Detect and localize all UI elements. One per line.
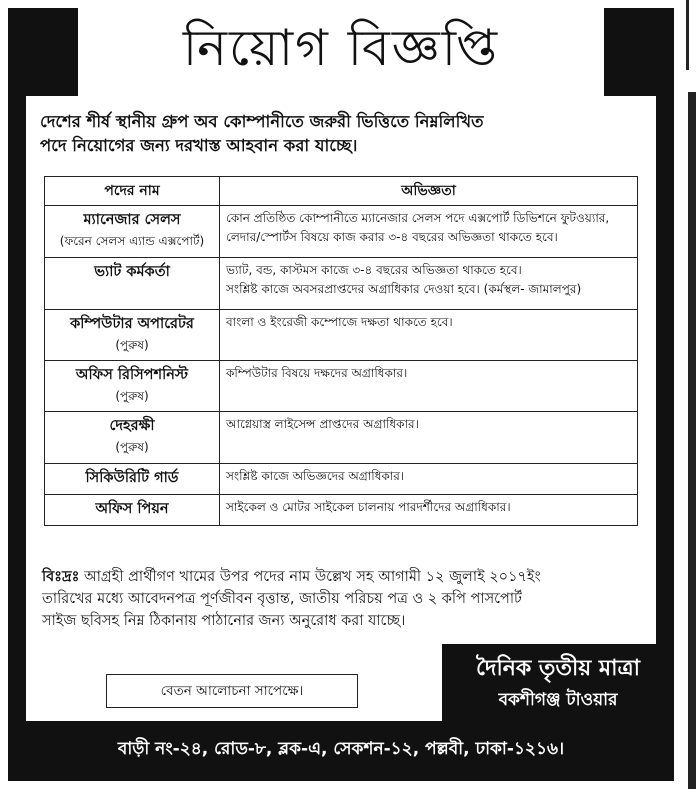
experience-line: কোন প্রতিষ্ঠিত কোম্পানীতে ম্যানেজার সেলস পদে এক্সপোর্ট ডিভিশনে ফুটওয়্যার, <box>226 211 610 225</box>
position-title: ম্যানেজার সেলস <box>83 212 181 228</box>
table-row <box>45 412 638 464</box>
experience-line: সাইকেল ও মোটর সাইকেল চালনায় পারদর্শীদের অগ্রাধিকার। <box>226 500 511 514</box>
table-row <box>45 361 638 412</box>
position-cell <box>45 412 220 464</box>
application-note <box>42 566 652 632</box>
position-title: কম্পিউটার অপারেটর <box>70 316 194 332</box>
experience-cell <box>220 495 638 526</box>
intro-line-1: দেশের শীর্ষ স্থানীয় গ্রুপ অব কোম্পানীতে জরুরী ভিত্তিতে নিম্নলিখিত <box>40 112 484 131</box>
experience-cell <box>220 361 638 412</box>
table-row <box>45 206 638 258</box>
position-title: ভ্যাট কর্মকর্তা <box>94 264 170 280</box>
note-line-2: তারিখের মধ্যে আবেদনপত্র পূর্ণজীবন বৃত্তান্ত, জাতীয় পরিচয় পত্র ও ২ কপি পাসপোর্ট <box>42 591 522 607</box>
position-title: সিকিউরিটি গার্ড <box>85 470 179 486</box>
position-subtitle: (ফরেন সেলস এ্যান্ড এক্সপোর্ট) <box>59 234 205 248</box>
organization-tower: বকশীগঞ্জ টাওয়ার <box>498 690 618 710</box>
experience-line: লেদার/স্পোর্টস বিষয়ে কাজ করার ৩-৪ বছরের অভিজ্ঞতা থাকতে হবে। <box>226 230 558 244</box>
position-title: দেহরক্ষী <box>109 418 155 434</box>
experience-cell <box>220 258 638 310</box>
salary-box: বেতন আলোচনা সাপেক্ষে। <box>106 674 358 708</box>
header-experience: অভিজ্ঞতা <box>220 177 638 206</box>
intro-text <box>40 110 640 158</box>
experience-line: সংশ্লিষ্ট কাজে অভিজ্ঞদের অগ্রাধিকার। <box>226 469 405 483</box>
experience-line: বাংলা ও ইংরেজী কম্পোজে দক্ষতা থাকতে হবে। <box>226 315 453 329</box>
experience-cell <box>220 206 638 258</box>
experience-cell <box>220 310 638 361</box>
intro-line-2: পদে নিয়োগের জন্য দরখাস্ত আহবান করা যাচ্ছে। <box>40 136 358 155</box>
header-position: পদের নাম <box>45 177 220 206</box>
position-subtitle: (পুরুষ) <box>115 338 149 352</box>
job-advertisement <box>8 8 674 781</box>
edge-bar <box>688 92 696 789</box>
position-cell <box>45 258 220 310</box>
ad-title: নিয়োগ বিজ্ঞপ্তি <box>182 18 500 77</box>
position-subtitle: (পুরুষ) <box>115 389 149 403</box>
position-title: অফিস রিসিপশনিস্ট <box>75 367 189 383</box>
position-title: অফিস পিয়ন <box>95 501 169 517</box>
experience-line: সংশ্লিষ্ট কাজে অবসরপ্রাপ্তদের অগ্রাধিকার দেওয়া হবে। (কর্মস্থল- জামালপুর) <box>226 282 582 296</box>
position-cell <box>45 310 220 361</box>
page-edge-strip <box>684 0 696 789</box>
edge-bar-top <box>686 0 689 70</box>
experience-line: ভ্যাট, বন্ড, কাস্টমস কাজে ৩-৪ বছরের অভিজ্ঞতা থাকতে হবে। <box>226 263 522 277</box>
salary-panel <box>26 644 442 721</box>
table-row <box>45 464 638 495</box>
table-header-row <box>45 177 638 206</box>
position-cell <box>45 464 220 495</box>
position-subtitle: (পুরুষ) <box>115 440 149 454</box>
experience-line: কম্পিউটার বিষয়ে দক্ষদের অগ্রাধিকার। <box>226 366 408 380</box>
title-panel <box>78 8 604 96</box>
experience-cell <box>220 464 638 495</box>
table-row <box>45 495 638 526</box>
experience-cell <box>220 412 638 464</box>
experience-line: আগ্নেয়াস্ত্র লাইসেন্স প্রাপ্তদের অগ্রাধিকার। <box>226 417 419 431</box>
note-text-1: আগ্রহী প্রার্থীগণ খামের উপর পদের নাম উল্লেখ সহ আগামী ১২ জুলাই ২০১৭ইং <box>83 569 541 585</box>
table-row <box>45 310 638 361</box>
table-row <box>45 258 638 310</box>
position-cell <box>45 361 220 412</box>
organization-name: দৈনিক তৃতীয় মাত্রা <box>476 656 640 681</box>
note-line-3: সাইজ ছবিসহ নিম্ন ঠিকানায় পাঠানোর জন্য অনুরোধ করা যাচ্ছে। <box>42 613 406 629</box>
ad-body <box>26 96 656 644</box>
note-line-1 <box>42 566 652 588</box>
position-cell <box>45 206 220 258</box>
address-line: বাড়ী নং-২৪, রোড-৮, ব্লক-এ, সেকশন-১২, পল্লবী, ঢাকা-১২১৬। <box>117 739 565 759</box>
note-label: বিঃদ্রঃ <box>42 569 80 585</box>
position-cell <box>45 495 220 526</box>
organization-block <box>442 648 674 718</box>
jobs-table <box>44 176 638 526</box>
